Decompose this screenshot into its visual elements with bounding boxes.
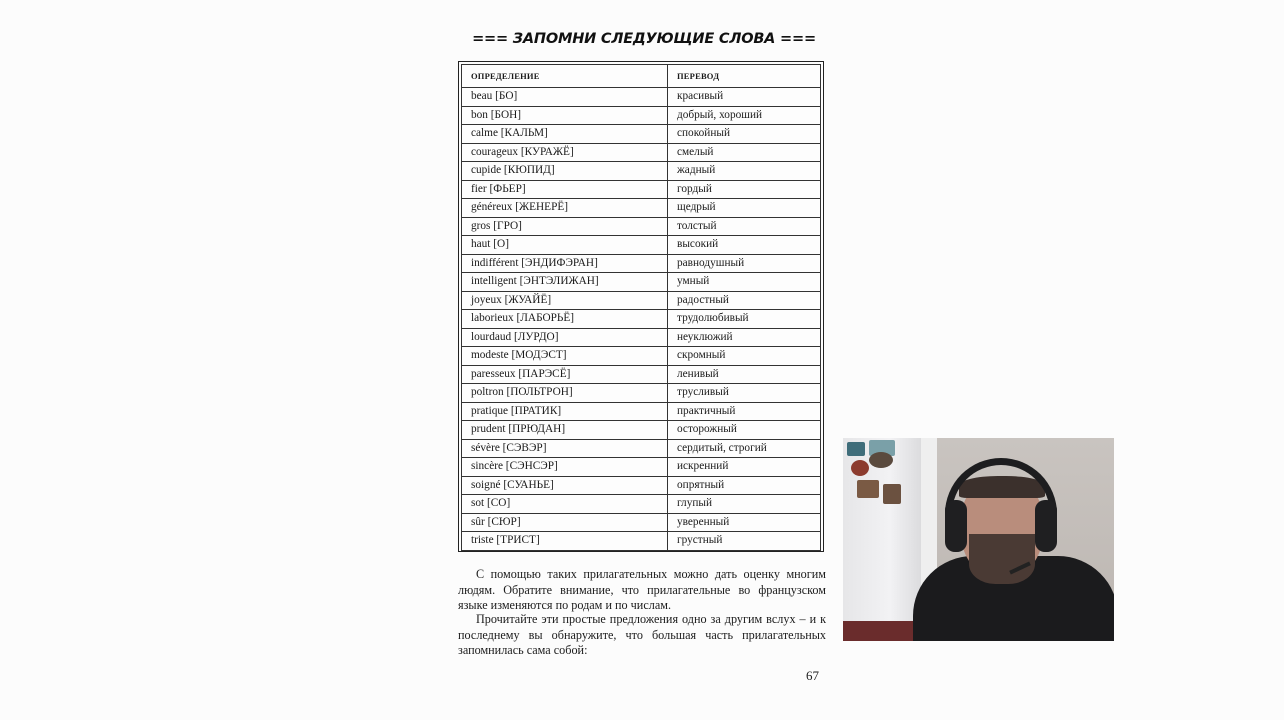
table-row [462,162,821,181]
translation-cell: практичный [668,402,821,421]
translation-cell: искренний [668,458,821,477]
vocabulary-table [461,64,821,551]
table-row [462,143,821,162]
translation-cell: скромный [668,347,821,366]
translation-cell: радостный [668,291,821,310]
french-word-cell: beau [БО] [462,88,668,107]
translation-cell: добрый, хороший [668,106,821,125]
table-row [462,106,821,125]
french-word-cell: prudent [ПРЮДАН] [462,421,668,440]
french-word-cell: modeste [МОДЭСТ] [462,347,668,366]
translation-cell: ленивый [668,365,821,384]
translation-cell: гордый [668,180,821,199]
table-row [462,328,821,347]
webcam-magnet [847,442,865,456]
webcam-overlay [843,438,1114,641]
table-row [462,458,821,477]
french-word-cell: cupide [КЮПИД] [462,162,668,181]
translation-cell: осторожный [668,421,821,440]
french-word-cell: poltron [ПОЛЬТРОН] [462,384,668,403]
webcam-magnet [883,484,901,504]
french-word-cell: triste [ТРИСТ] [462,532,668,551]
table-row [462,180,821,199]
table-row [462,384,821,403]
table-row [462,273,821,292]
translation-cell: уверенный [668,513,821,532]
french-word-cell: joyeux [ЖУАЙЁ] [462,291,668,310]
table-row [462,88,821,107]
french-word-cell: haut [О] [462,236,668,255]
french-word-cell: calme [КАЛЬМ] [462,125,668,144]
french-word-cell: bon [БОН] [462,106,668,125]
page-number: 67 [806,668,819,683]
translation-cell: трудолюбивый [668,310,821,329]
vocabulary-table-frame [458,61,824,552]
translation-cell: равнодушный [668,254,821,273]
table-row [462,495,821,514]
table-row [462,402,821,421]
translation-cell: неуклюжий [668,328,821,347]
translation-cell: смелый [668,143,821,162]
table-row [462,291,821,310]
translation-cell: спокойный [668,125,821,144]
french-word-cell: sûr [СЮР] [462,513,668,532]
translation-cell: жадный [668,162,821,181]
table-row [462,513,821,532]
french-word-cell: paresseux [ПАРЭСЁ] [462,365,668,384]
page-title: === ЗАПОМНИ СЛЕДУЮЩИЕ СЛОВА === [472,31,816,47]
table-row [462,439,821,458]
translation-cell: высокий [668,236,821,255]
webcam-magnet [869,452,893,468]
webcam-magnet [851,460,869,476]
french-word-cell: lourdaud [ЛУРДО] [462,328,668,347]
table-row [462,532,821,551]
french-word-cell: indifférent [ЭНДИФЭРАН] [462,254,668,273]
translation-cell: грустный [668,532,821,551]
webcam-person-beard [969,534,1035,584]
translation-cell: толстый [668,217,821,236]
paragraph-intro: С помощью таких прилагательных можно дать оценку многим людям. Обратите внимание, что прилагательные во французском языке изменяются по родам и по числам. [458,567,826,612]
french-word-cell: sot [СО] [462,495,668,514]
table-row [462,217,821,236]
table-row [462,310,821,329]
translation-cell: опрятный [668,476,821,495]
french-word-cell: fier [ФЬЕР] [462,180,668,199]
french-word-cell: pratique [ПРАТИК] [462,402,668,421]
table-row [462,236,821,255]
french-word-cell: sévère [СЭВЭР] [462,439,668,458]
french-word-cell: intelligent [ЭНТЭЛИЖАН] [462,273,668,292]
table-row [462,125,821,144]
translation-cell: сердитый, строгий [668,439,821,458]
translation-cell: умный [668,273,821,292]
table-row [462,365,821,384]
webcam-magnet [857,480,879,498]
translation-cell: трусливый [668,384,821,403]
translation-cell: щедрый [668,199,821,218]
french-word-cell: gros [ГРО] [462,217,668,236]
table-header-row [462,65,821,88]
french-word-cell: courageux [КУРАЖЁ] [462,143,668,162]
translation-cell: глупый [668,495,821,514]
paragraph-instruction: Прочитайте эти простые предложения одно за другим вслух – и к последнему вы обнаружите, что большая часть прилагательных запомнилась сама собой: [458,612,826,657]
french-word-cell: généreux [ЖЕНЕРЁ] [462,199,668,218]
headphones-right-cup [1035,500,1057,552]
table-row [462,199,821,218]
table-row [462,421,821,440]
french-word-cell: laborieux [ЛАБОРЬЁ] [462,310,668,329]
table-row [462,347,821,366]
french-word-cell: soigné [СУАНЬЕ] [462,476,668,495]
table-row [462,254,821,273]
column-header-translation: ПЕРЕВОД [668,65,821,88]
table-row [462,476,821,495]
column-header-definition: ОПРЕДЕЛЕНИЕ [462,65,668,88]
headphones-left-cup [945,500,967,552]
table-body [462,88,821,551]
translation-cell: красивый [668,88,821,107]
french-word-cell: sincère [СЭНСЭР] [462,458,668,477]
